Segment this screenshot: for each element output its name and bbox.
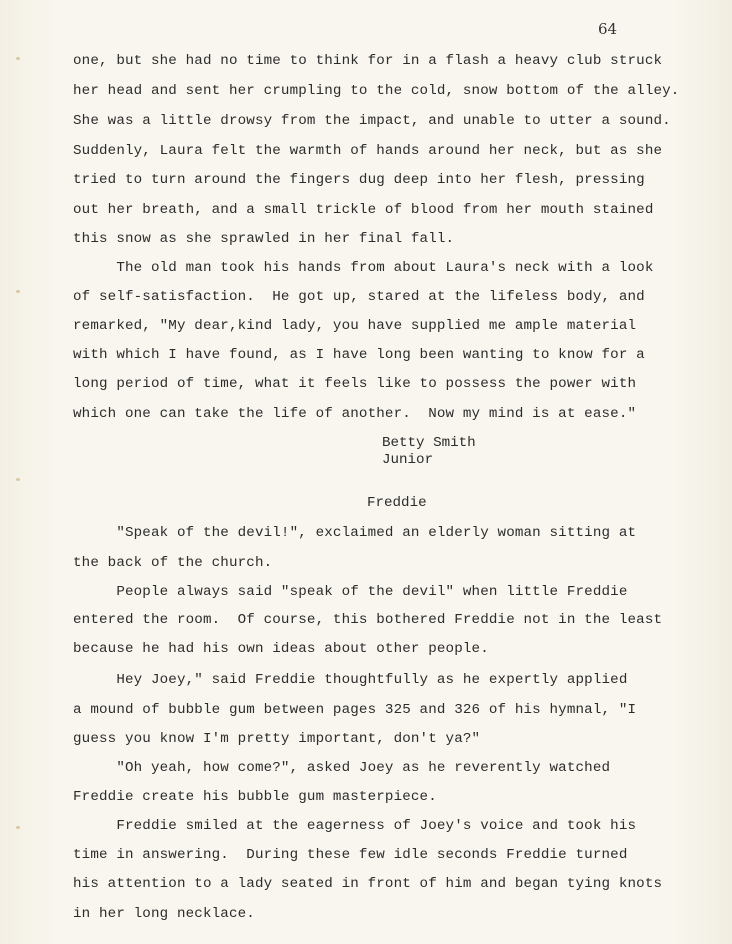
story-2-line: Freddie create his bubble gum masterpiece.	[73, 789, 437, 805]
author-grade: Junior	[382, 452, 434, 468]
story-1-line: She was a little drowsy from the impact, and unable to utter a sound.	[73, 113, 671, 129]
story-1-line: remarked, "My dear,kind lady, you have supplied me ample material	[73, 318, 637, 334]
margin-mark	[16, 57, 20, 60]
story-1-line: of self-satisfaction. He got up, stared at the lifeless body, and	[73, 289, 645, 305]
margin-mark	[16, 478, 20, 481]
margin-mark	[16, 826, 20, 829]
story-1-line: out her breath, and a small trickle of blood from her mouth stained	[73, 202, 654, 218]
story-2-line: in her long necklace.	[73, 906, 255, 922]
story-1-line: with which I have found, as I have long been wanting to know for a	[73, 347, 645, 363]
story-2-line: a mound of bubble gum between pages 325 and 326 of his hymnal, "I	[73, 702, 637, 718]
story-2-line: People always said "speak of the devil" when little Freddie	[73, 584, 628, 600]
story-1-line: this snow as she sprawled in her final fall.	[73, 231, 455, 247]
story-2-line: time in answering. During these few idle seconds Freddie turned	[73, 847, 628, 863]
story-2-line: Hey Joey," said Freddie thoughtfully as he expertly applied	[73, 672, 628, 688]
story-2-line: entered the room. Of course, this bothered Freddie not in the least	[73, 612, 663, 628]
story-1-line: Suddenly, Laura felt the warmth of hands around her neck, but as she	[73, 143, 663, 159]
page-number: 64	[598, 20, 618, 38]
story-2-line: his attention to a lady seated in front of him and began tying knots	[73, 876, 663, 892]
story-2-line: the back of the church.	[73, 555, 273, 571]
story-1-line: one, but she had no time to think for in a flash a heavy club struck	[73, 53, 663, 69]
story-1-line: tried to turn around the fingers dug deep into her flesh, pressing	[73, 172, 645, 188]
margin-mark	[16, 290, 20, 293]
author-name: Betty Smith	[382, 435, 476, 451]
story-1-line: which one can take the life of another. Now my mind is at ease."	[73, 406, 637, 422]
story-2-line: guess you know I'm pretty important, don't ya?"	[73, 731, 481, 747]
story-1-line: long period of time, what it feels like to possess the power with	[73, 376, 637, 392]
story-2-line: "Speak of the devil!", exclaimed an elderly woman sitting at	[73, 525, 637, 541]
story-2-line: because he had his own ideas about other people.	[73, 641, 489, 657]
story-1-line: her head and sent her crumpling to the cold, snow bottom of the alley.	[73, 83, 680, 99]
story-2-title: Freddie	[367, 495, 427, 511]
story-1-line: The old man took his hands from about Laura's neck with a look	[73, 260, 654, 276]
story-2-line: "Oh yeah, how come?", asked Joey as he reverently watched	[73, 760, 611, 776]
story-2-line: Freddie smiled at the eagerness of Joey's voice and took his	[73, 818, 637, 834]
